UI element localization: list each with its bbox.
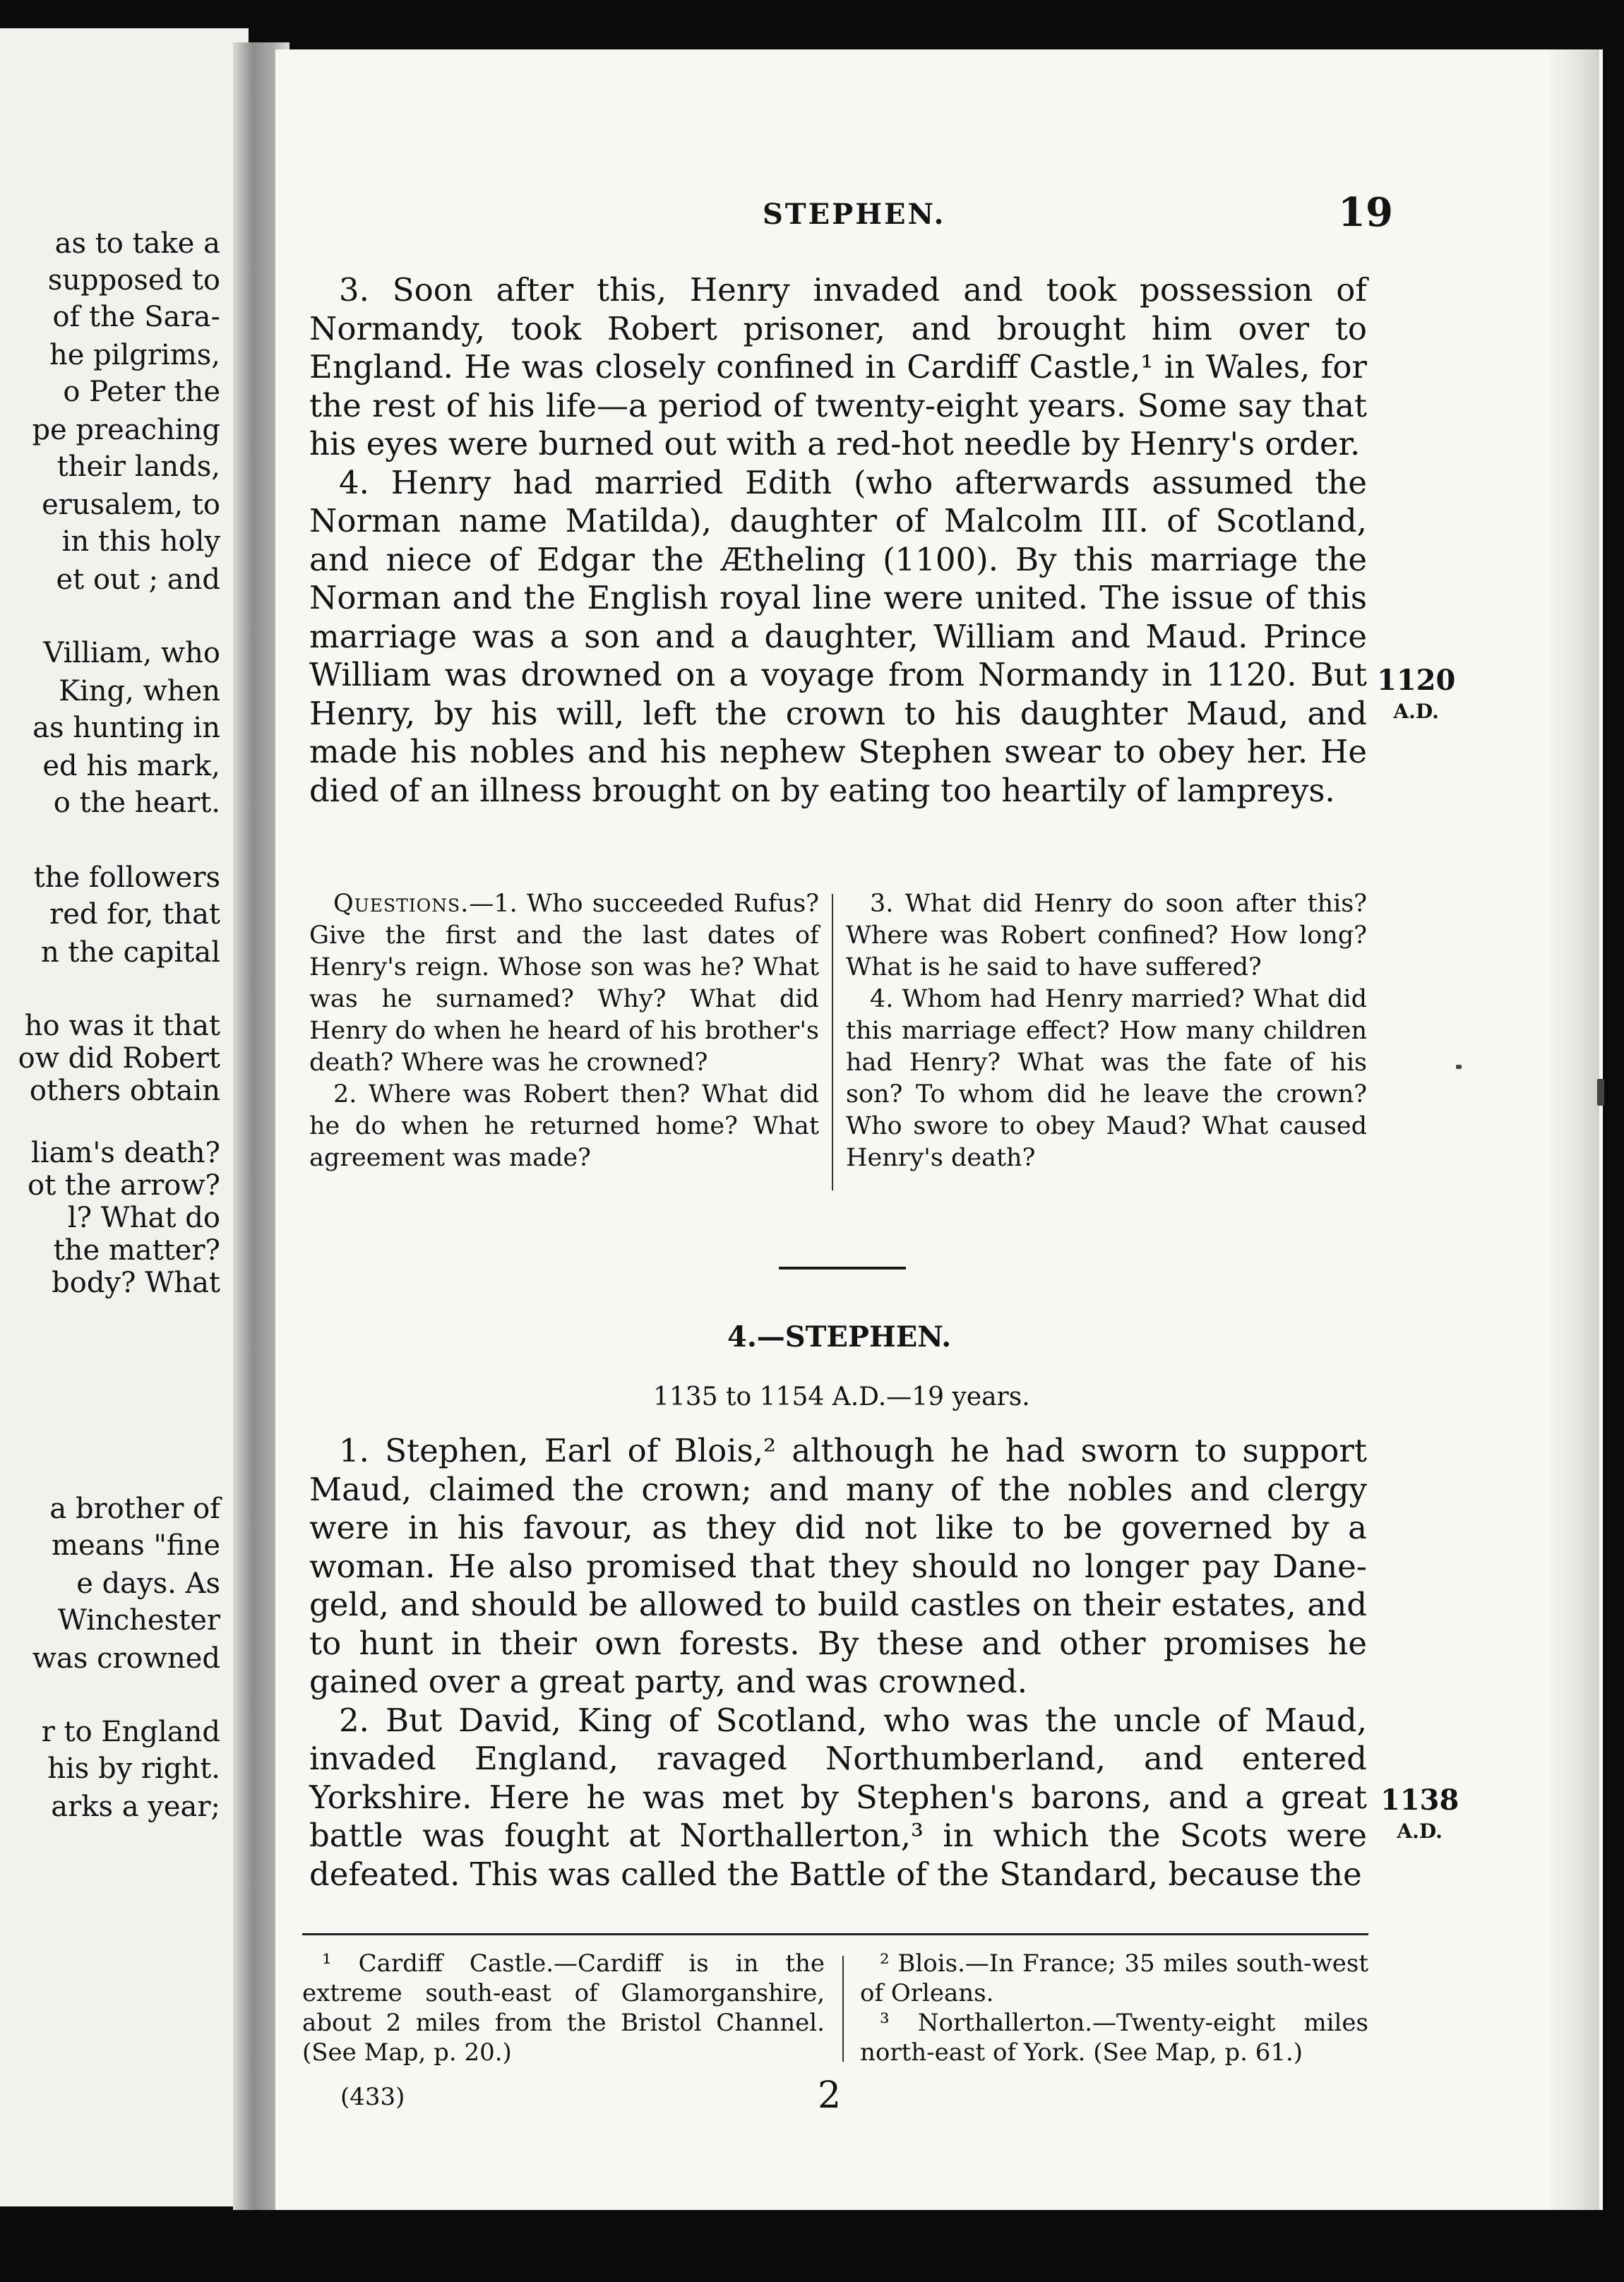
question-1-text: —1. Who succeeded Rufus? Give the first and the last dates of Henry's reign. Whose son was he? What was he surnamed? Why? What did Henry do when he heard of his brother's death? Where was he crowned? [309,890,819,1077]
section-dates: 1135 to 1154 A.D.—19 years. [653,1382,1030,1411]
left-page-line: means "fine [52,1529,220,1562]
left-page-line: the matter? [53,1234,220,1267]
printer-mark: (433) [340,2083,405,2111]
questions-right-column [846,888,1367,1174]
left-page-line: others obtain [29,1075,220,1107]
left-page-line: as hunting in [32,712,220,744]
questions-label: Questions. [333,890,470,918]
left-page-line: r to England [41,1716,220,1748]
running-head: STEPHEN. [763,198,946,231]
footnotes-left-column [302,1949,825,2067]
left-page-line: a brother of [49,1493,220,1525]
henry-paragraphs [309,271,1367,810]
left-page-line: his by right. [47,1752,220,1785]
margin-date-1138 [1380,1785,1459,1847]
left-page-line: l? What do [67,1202,220,1234]
henry-paragraph-3: 3. Soon after this, Henry invaded and took possession of Normandy, took Robert prisoner, and brought him over to England. He was closely confined in Cardiff Castle,¹ in Wales, for the rest of his life—a period of twenty-eight years. Some say that his eyes were burned out with a red-hot needle by Henry's order. [309,271,1367,462]
left-page-line: erusalem, to [42,489,220,521]
question-1 [309,888,819,1079]
stephen-paragraph-2: 2. But David, King of Scotland, who was the uncle of Maud, invaded England, ravaged Northumberland, and entered Yorkshire. Here he was met by Stephen's barons, and a great battle was fought at Northallerton,³ in which the Scots were defeated. This was called the Battle of the Standard, because the [309,1701,1367,1893]
scan-speck [1597,1079,1604,1106]
left-page-line: liam's death? [30,1137,220,1169]
left-page-line: he pilgrims, [49,339,220,371]
section-title: 4.—STEPHEN. [727,1320,952,1354]
left-page-line: King, when [59,675,220,707]
left-page-line: supposed to [47,264,220,297]
left-page-line: Villiam, who [43,637,220,669]
page-edge-shadow [1550,49,1599,2210]
footnote-2: ² Blois.—In France; 35 miles south-west of Orleans. [860,1949,1368,2007]
left-page-line: n the capital [40,936,220,969]
left-page-line: et out ; and [56,563,220,596]
questions-block [309,888,1367,1220]
left-page-line: was crowned [32,1642,220,1675]
left-page-line: arks a year; [51,1791,220,1823]
section-rule [779,1267,906,1270]
left-page-line: ho was it that [24,1010,220,1042]
left-page-line: o the heart. [53,787,220,819]
left-page-line: body? What [52,1267,220,1299]
question-4: 4. Whom had Henry married? What did this marriage effect? How many children had Henry? What was the fate of his son? To whom did he leave the crown? Who swore to obey Maud? What caused Henry's death? [846,985,1367,1172]
footnote-1: ¹ Cardiff Castle.—Cardiff is in the extreme south-east of Glamorganshire, about 2 miles from the Bristol Channel. (See Map, p. 20.) [302,1949,825,2067]
questions-left-column [309,888,819,1174]
left-page-fragment [0,28,249,2206]
henry-paragraph-4: 4. Henry had married Edith (who afterwards assumed the Norman name Matilda), daughter of Malcolm III. of Scotland, and niece of Edgar the Ætheling (1100). By this marriage the Norman and the English royal line were united. The issue of this marriage was a son and a daughter, William and Maud. Prince William was drowned on a voyage from Normandy in 1120. But Henry, by his will, left the crown to his daughter Maud, and made his nobles and his nephew Stephen swear to obey her. He died of an illness brought on by eating too heartily of lampreys. [309,463,1367,809]
signature-mark: 2 [818,2074,842,2117]
scan-speck [1456,1065,1462,1069]
left-page-line: ot the arrow? [28,1169,220,1202]
margin-date-year: 1138 [1380,1784,1459,1817]
footnotes-right-column [860,1949,1368,2067]
question-3: 3. What did Henry do soon after this? Where was Robert confined? How long? What is he said to have suffered? [846,890,1367,981]
page-number: 19 [1338,189,1393,236]
left-page-line: ed his mark, [42,750,220,782]
left-page-line: their lands, [56,450,220,483]
left-page-line: e days. As [76,1567,220,1600]
left-page-line: o Peter the [63,376,220,408]
footnotes [302,1949,1368,2076]
footnote-divider [842,1956,844,2062]
left-page-line: Winchester [57,1604,220,1637]
left-page-line: pe preaching [32,414,220,446]
left-page-line: of the Sara- [52,301,220,333]
footnote-rule [302,1933,1368,1935]
left-page-line: ow did Robert [18,1042,220,1075]
left-page-line: as to take a [54,227,220,260]
margin-date-year: 1120 [1377,664,1456,697]
right-page [275,49,1603,2210]
left-page-line: red for, that [49,898,220,931]
left-page-line: in this holy [61,525,220,558]
margin-date-era: A.D. [1397,1820,1443,1843]
margin-date-era: A.D. [1393,700,1439,723]
questions-divider [832,894,833,1190]
footnote-3: ³ Northallerton.—Twenty-eight miles north-east of York. (See Map, p. 61.) [860,2009,1368,2067]
question-2: 2. Where was Robert then? What did he do when he returned home? What agreement was made? [309,1080,819,1172]
left-page-line: the followers [33,861,220,894]
margin-date-1120 [1377,665,1455,727]
stephen-paragraph-1: 1. Stephen, Earl of Blois,² although he had sworn to support Maud, claimed the crown; and many of the nobles and clergy were in his favour, as they did not like to be governed by a woman. He also promised that they should no longer pay Dane-geld, and should be allowed to build castles on their estates, and to hunt in their own forests. By these and other promises he gained over a great party, and was crowned. [309,1432,1367,1700]
stephen-paragraphs [309,1432,1367,1894]
